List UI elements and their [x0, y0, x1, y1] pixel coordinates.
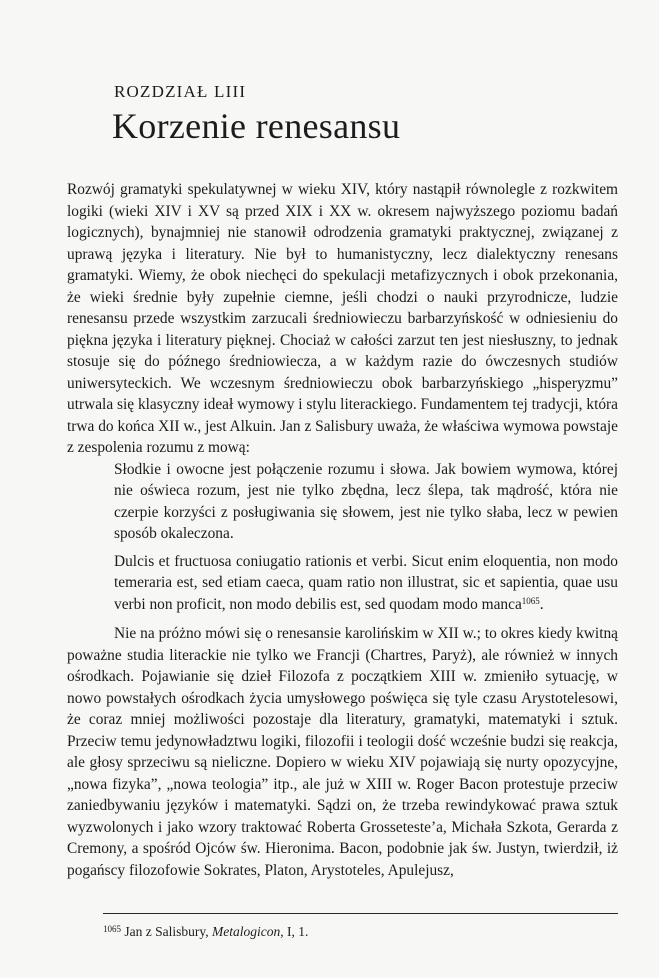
quote-latin-text: Dulcis et fructuosa coniugatio rationis et verbi. Sicut enim eloquentia, non modo temeraria est, sed etiam caeca, quam ratio non illustrat, sic et sapientia, quae usu verbi non proficit, non modo debilis est, sed quodam modo manca	[114, 552, 618, 613]
footnote-work: Metalogicon	[212, 924, 281, 939]
quote-latin: Dulcis et fructuosa coniugatio rationis et verbi. Sicut enim eloquentia, non modo temeraria est, sed etiam caeca, quam ratio non illustrat, sic et sapientia, quae usu verbi non proficit, non modo debilis est, sed quodam modo manca$^{1065}$.	[114, 552, 618, 613]
paragraph-1: Rozwój gramatyki spekulatywnej w wieku XIV, który nastąpił równolegle z rozkwitem logiki (wieki XIV i XV są przed XIX i XX w. okresem najwyższego poziomu badań logicznych), bynajmniej nie stanowił odrodzenia gramatyki praktycznej, związanej z uprawą języka i literatury. Nie był to humanistyczny, lecz dialektyczny renesans gramatyki. Wiemy, że obok niechęci do spekulacji metafizycznych i obok przekonania, że wieki średnie były zupełnie ciemne, jeśli chodzi o nauki przyrodnicze, ludzie renesansu przede wszystkim zarzucali średniowieczu barbarzyńskość w odniesieniu do piękna języka i literatury pięknej. Chociaż w całości zarzut ten jest niesłuszny, to jednak stosuje się do późnego średniowiecza, a w każdym razie do ówczesnych studiów uniwersyteckich. We wczesnym średniowieczu obok barbarzyńskiego „hisperyzmu” utrwala się klasyczny ideał wymowy i stylu literackiego. Fundamentem tej tradycji, która trwa do końca XII w., jest Alkuin. Jan z Salisbury uważa, że właściwa wymowa powstaje z zespolenia rozumu z mową:	[67, 181, 618, 456]
chapter-number: ROZDZIAŁ LIII	[114, 82, 247, 101]
paragraph-2: Nie na próżno mówi się o renesansie karolińskim w XII w.; to okres kiedy kwitną poważne studia literackie nie tylko we Francji (Chartres, Paryż), ale również w innych ośrodkach. Pojawianie się dzieł Filozofa z początkiem XIII w. zmieniło sytuację, w nowo powstałych ośrodkach życia umysłowego poświęca się tyle czasu Arystotelesowi, że coraz mniej możliwości pozostaje dla literatury, gramatyki, matematyki i sztuk. Przeciw temu jedynowładztwu logiki, filozofii i teologii dość wcześnie budzi się reakcja, ale głosy sprzeciwu są nieliczne. Dopiero w wieku XIV pojawiają się nurty opozycyjne, „nowa fizyka”, „nowa teologia” itp., ale już w XIII w. Roger Bacon protestuje przeciw zaniedbywaniu języków i matematyki. Sądzi on, że trzeba rewindykować prawa sztuk wyzwolonych i jako wzory traktować Roberta Grosseteste’a, Michała Szkota, Gerarda z Cremony, a spośród Ojców św. Hieronima. Bacon, podobnie jak św. Justyn, twierdził, iż pogańscy filozofowie Sokrates, Platon, Arystoteles, Apulejusz,	[67, 625, 618, 879]
footnote	[103, 924, 308, 940]
footnote-location: , I, 1.	[280, 924, 309, 939]
footnote-author: Jan z Salisbury,	[124, 924, 209, 939]
quote-polish: Słodkie i owocne jest połączenie rozumu i słowa. Jak bowiem wymowa, której nie oświeca rozum, jest nie tylko zbędna, lecz ślepa, tak mądrość, która nie czerpie korzyści z posługiwania się słowem, jest nie tylko słaba, lecz w pewien sposób okaleczona.	[114, 460, 618, 542]
footnote-reference[interactable]: 1065	[521, 595, 540, 606]
footnote-divider	[103, 913, 618, 914]
body-text	[67, 179, 618, 881]
footnote-number: 1065	[103, 924, 121, 934]
chapter-title: Korzenie renesansu	[112, 106, 401, 146]
